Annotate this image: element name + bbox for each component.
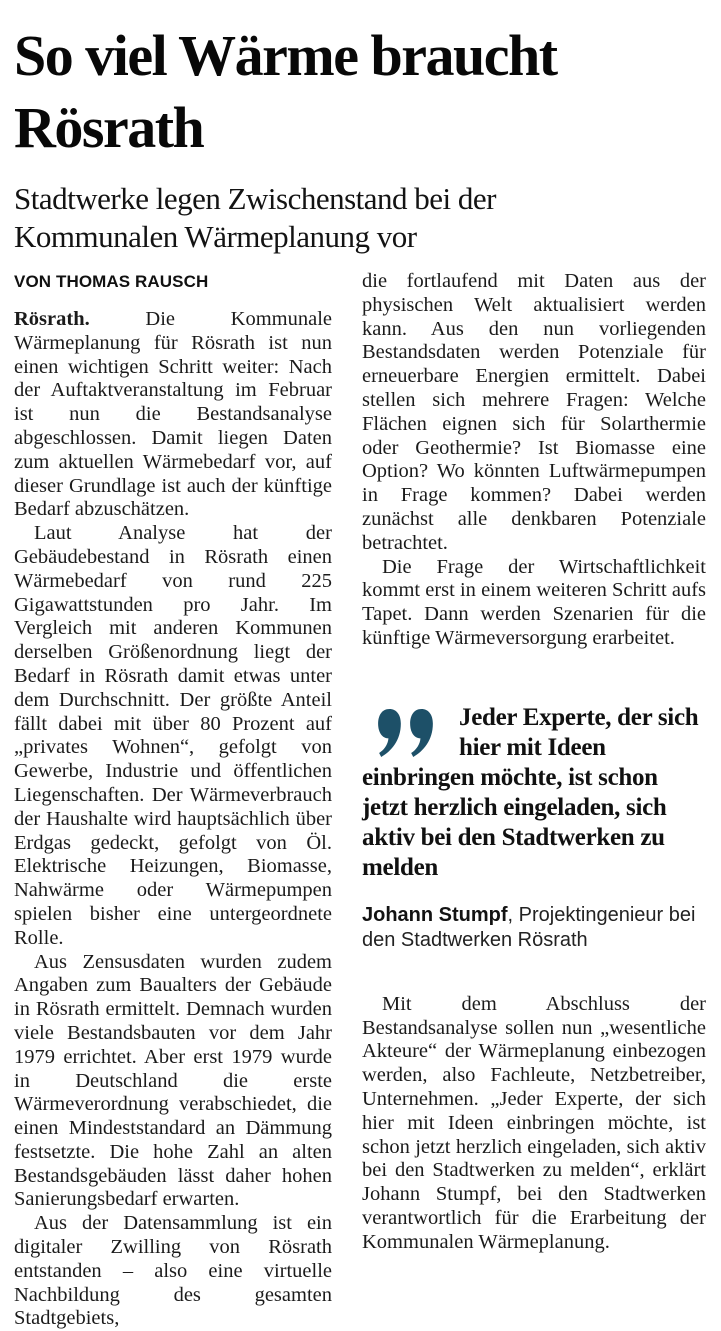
- paragraph-4: Aus der Datensammlung ist ein digitaler Zwilling von Rösrath entstanden – also eine virtuelle Nachbildung des gesamten Stadtgebiets,: [14, 1212, 332, 1330]
- article-columns: [14, 270, 706, 1331]
- pull-quote-text: Jeder Experte, der sich hier mit Ideen einbringen möchte, ist schon jetzt herzlich eingeladen, sich aktiv bei den Stadtwerken zu melden: [362, 703, 699, 881]
- paragraph-1-text: Die Kommunale Wärmeplanung für Rösrath ist nun einen wichtigen Schritt weiter: Nach der Auftaktveranstaltung im Februar ist nun die Bestandsanalyse abgeschlossen. Damit liegen Daten zum aktuellen Wärmebedarf vor, auf dieser Grundlage ist auch der künftige Bedarf abzuschätzen.: [14, 308, 332, 521]
- dateline-lead: Rösrath.: [14, 308, 90, 330]
- paragraph-1: [14, 308, 332, 522]
- paragraph-7: Mit dem Abschluss der Bestandsanalyse sollen nun „wesentliche Akteure“ der Wärmeplanung einbezogen werden, also Fachleute, Netzbetreiber, Unternehmen. „Jeder Experte, der sich hier mit Ideen einbringen möchte, ist schon jetzt herzlich eingeladen, sich aktiv bei den Stadtwerken zu melden“, erklärt Johann Stumpf, bei den Stadtwerken verantwortlich für die Erarbeitung der Kommunalen Wärmeplanung.: [362, 992, 706, 1253]
- paragraph-6: Die Frage der Wirtschaftlichkeit kommt erst in einem weiteren Schritt aufs Tapet. Dann werden Szenarien für die künftige Wärmeversorgung erarbeitet.: [362, 555, 706, 649]
- pull-quote-attribution: [362, 903, 706, 953]
- paragraph-3: Aus Zensusdaten wurden zudem Angaben zum Baualters der Gebäude in Rösrath ermittelt. Demnach wurden viele Bestandsbauten vor dem Jahr 1979 errichtet. Aber erst 1979 wurde in Deutschland die erste Wärmeverordnung verabschiedet, die einen Mindeststandard an Dämmung festsetzte. Die hohe Zahl an alten Bestandsgebäuden lässt daher hohen Sanierungsbedarf erwarten.: [14, 950, 332, 1211]
- subheadline: Stadtwerke legen Zwischenstand bei der Kommunalen Wärmeplanung vor: [14, 181, 496, 254]
- column-right: [362, 270, 706, 1331]
- pull-quote: [362, 703, 706, 953]
- paragraph-2: Laut Analyse hat der Gebäudebestand in Rösrath einen Wärmebedarf von rund 225 Gigawattstunden pro Jahr. Im Vergleich mit anderen Kommunen derselben Größenordnung liegt der Bedarf in Rösrath damit etwas unter dem Durchschnitt. Der größte Anteil fällt dabei mit über 80 Prozent auf „privates Wohnen“, gefolgt von Gewerbe, Industrie und öffentlichen Liegenschaften. Der Wärmeverbrauch der Haushalte wird hauptsächlich über Erdgas gedeckt, gefolgt von Öl. Elektrische Heizungen, Biomasse, Nahwärme oder Wärmepumpen spielen bisher eine untergeordnete Rolle.: [14, 522, 332, 949]
- quote-marks-icon: [375, 709, 437, 757]
- attribution-name: Johann Stumpf: [362, 903, 508, 926]
- column-left: [14, 270, 332, 1331]
- attribution-role: , Projektingenieur bei den Stadtwerken Rösrath: [362, 903, 696, 951]
- byline: VON THOMAS RAUSCH: [14, 272, 209, 291]
- headline: So viel Wärme braucht Rösrath: [14, 23, 557, 160]
- paragraph-5: die fortlaufend mit Daten aus der physischen Welt aktualisiert werden kann. Aus den nun vorliegenden Bestandsdaten werden Potenziale für erneuerbare Energien ermittelt. Dabei stellen sich mehrere Fragen: Welche Flächen eignen sich für Solarthermie oder Geothermie? Ist Biomasse eine Option? Wo könnten Luftwärmepumpen in Frage kommen? Dabei werden zunächst alle denkbaren Potenziale betrachtet.: [362, 270, 706, 554]
